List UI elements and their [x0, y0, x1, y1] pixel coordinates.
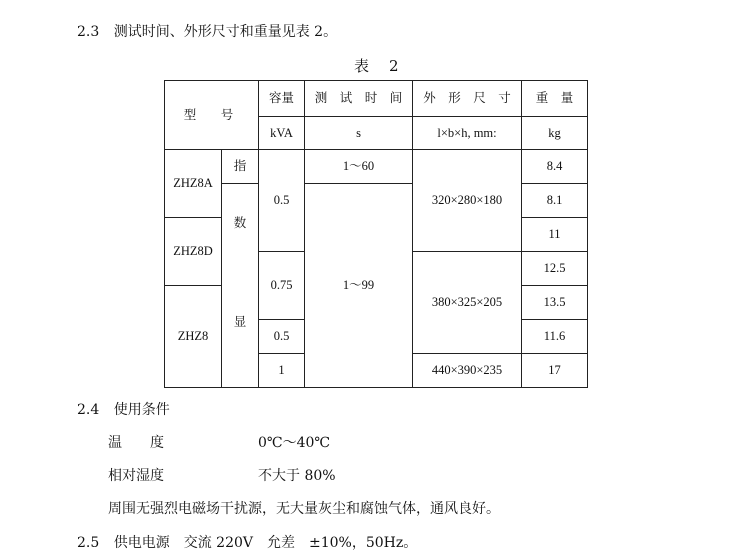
- section-2-5: [77, 532, 417, 552]
- caption-number: 2: [389, 57, 401, 75]
- capacity-cell: 0.5: [259, 320, 305, 354]
- header-time: 测 试 时 间: [305, 81, 413, 117]
- capacity-cell: 1: [259, 354, 305, 388]
- temp-value: 0℃～40℃: [258, 435, 331, 451]
- section-2-3: [77, 21, 337, 41]
- model-cell: ZHZ8: [165, 286, 222, 388]
- display-col: [222, 184, 259, 388]
- display-char: 显: [233, 315, 247, 329]
- table-caption: [354, 55, 401, 76]
- capacity-cell: 0.75: [259, 252, 305, 320]
- time-cell: 1～99: [305, 184, 413, 388]
- weight-cell: 8.1: [522, 184, 588, 218]
- unit-dims: l×b×h, mm:: [413, 117, 522, 150]
- dims-cell: 320×280×180: [413, 150, 522, 252]
- caption-word: 表: [354, 57, 372, 75]
- weight-cell: 8.4: [522, 150, 588, 184]
- weight-cell: 12.5: [522, 252, 588, 286]
- table-row: [165, 184, 588, 218]
- section-number: 2.3: [77, 24, 100, 40]
- unit-weight: kg: [522, 117, 588, 150]
- humidity-label: 相对湿度: [108, 468, 164, 484]
- header-weight: 重 量: [522, 81, 588, 117]
- model-cell: ZHZ8A: [165, 150, 222, 218]
- header-model: 型 号: [165, 81, 259, 150]
- header-capacity: 容量: [259, 81, 305, 117]
- temp-label: 温 度: [108, 435, 164, 451]
- capacity-cell: 0.5: [259, 150, 305, 252]
- table-row: [165, 150, 588, 184]
- unit-capacity: kVA: [259, 117, 305, 150]
- unit-time: s: [305, 117, 413, 150]
- model-cell: ZHZ8D: [165, 218, 222, 286]
- section-text: 供电电源 交流 220V 允差 ±10%，50Hz。: [113, 535, 418, 551]
- weight-cell: 11.6: [522, 320, 588, 354]
- spec-table: [164, 80, 588, 388]
- section-2-4: [77, 399, 170, 419]
- section-number: 2.5: [77, 535, 100, 551]
- weight-cell: 11: [522, 218, 588, 252]
- header-dims: 外 形 尺 寸: [413, 81, 522, 117]
- time-cell: 1～60: [305, 150, 413, 184]
- section-text: 测试时间、外形尺寸和重量见表 2。: [113, 24, 338, 40]
- weight-cell: 17: [522, 354, 588, 388]
- dims-cell: 440×390×235: [413, 354, 522, 388]
- humidity-value: 不大于 80%: [258, 468, 336, 484]
- weight-cell: 13.5: [522, 286, 588, 320]
- header-row: [165, 81, 588, 117]
- display-char: 指: [222, 150, 259, 184]
- section-title: 使用条件: [113, 402, 170, 418]
- dims-cell: 380×325×205: [413, 252, 522, 354]
- section-number: 2.4: [77, 402, 100, 418]
- display-char: 数: [233, 216, 247, 230]
- environment-text: 周围无强烈电磁场干扰源，无大量灰尘和腐蚀气体，通风良好。: [108, 501, 500, 517]
